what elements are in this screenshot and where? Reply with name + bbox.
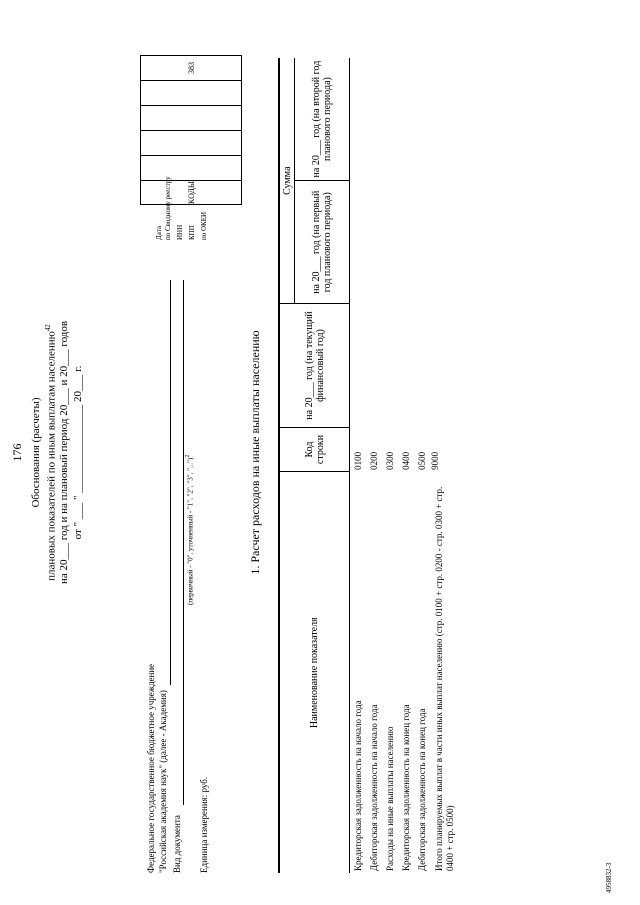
doc-type-hint: (первичный - "0", уточненный - "1", "2", "3", "...")$^2$ xyxy=(185,454,195,605)
codes-label-inn: ИНН xyxy=(176,224,184,240)
row-code: 0200 xyxy=(369,451,379,470)
table-row-total xyxy=(430,58,460,873)
heading-line-4: от " ___ " ________________ 20___ г. xyxy=(72,365,84,540)
expenses-table xyxy=(278,58,460,873)
codes-cell-kpp xyxy=(141,81,242,106)
table-row xyxy=(382,58,398,873)
codes-cell-date xyxy=(141,156,242,181)
row-name: Дебиторская задолженность на конец года xyxy=(417,708,427,871)
page-number: 176 xyxy=(10,443,24,462)
table-row xyxy=(350,58,367,873)
org-line-1: Федеральное государственное бюджетное учреждение xyxy=(146,663,156,873)
table-row xyxy=(414,58,430,873)
footer-code: 4958832-3 xyxy=(605,862,613,893)
doc-type-underline xyxy=(183,280,184,805)
section-title: 1. Расчет расходов на иные выплаты населению xyxy=(248,330,262,575)
table-row xyxy=(366,58,382,873)
col-header-name: Наименование показателя xyxy=(279,472,350,873)
row-code: 9000 xyxy=(430,451,440,470)
row-code: 0100 xyxy=(353,451,363,470)
codes-label-registry: по Сводному реестру xyxy=(164,176,172,240)
doc-type-label: Вид документа xyxy=(172,815,182,873)
unit-label: Единица измерения: руб. xyxy=(199,776,209,873)
org-underline xyxy=(170,280,171,685)
row-name: Кредиторская задолженность на начало года xyxy=(353,700,363,871)
heading-line-3: на 20___ год и на плановый период 20___ и 20___ годов xyxy=(58,320,70,585)
codes-label-kpp: КПП xyxy=(188,225,196,240)
codes-cell-inn xyxy=(141,106,242,131)
heading-line-1: Обоснования (расчеты) xyxy=(30,397,42,508)
row-code: 0400 xyxy=(401,451,411,470)
table-row xyxy=(398,58,414,873)
row-name: Расходы на иные выплаты населению xyxy=(385,726,395,871)
col-header-year-2: на 20___ год (на первый год планового периода) xyxy=(295,181,350,304)
col-header-code: Код строки xyxy=(279,427,350,472)
row-name: Итого планируемых выплат в части иных выплат населению (стр. 0100 + стр. 0200 - стр. 0300 + стр. 0400 + стр. 0500) xyxy=(434,486,455,871)
codes-label-okei: по ОКЕИ xyxy=(200,211,208,240)
codes-cell-registry xyxy=(141,131,242,156)
codes-cell-okei: 383 xyxy=(141,56,242,81)
col-header-sum: Сумма xyxy=(279,58,295,304)
row-code: 0300 xyxy=(385,451,395,470)
row-code: 0500 xyxy=(417,451,427,470)
row-name: Дебиторская задолженность на начало года xyxy=(369,704,379,871)
codes-table xyxy=(140,55,242,205)
col-header-year-3: на 20___ год (на второй год планового периода) xyxy=(295,58,350,181)
col-header-year-1: на 20___ год (на текущий финансовый год) xyxy=(279,304,350,427)
heading-line-2: плановых показателей по иным выплатам населению$^{42}$ xyxy=(44,324,58,581)
codes-label-date: Дата xyxy=(155,226,163,240)
codes-header: КОДЫ xyxy=(141,181,242,205)
row-name: Кредиторская задолженность на конец года xyxy=(401,704,411,871)
org-line-2: "Российская академия наук" (далее - Академия) xyxy=(158,690,168,873)
